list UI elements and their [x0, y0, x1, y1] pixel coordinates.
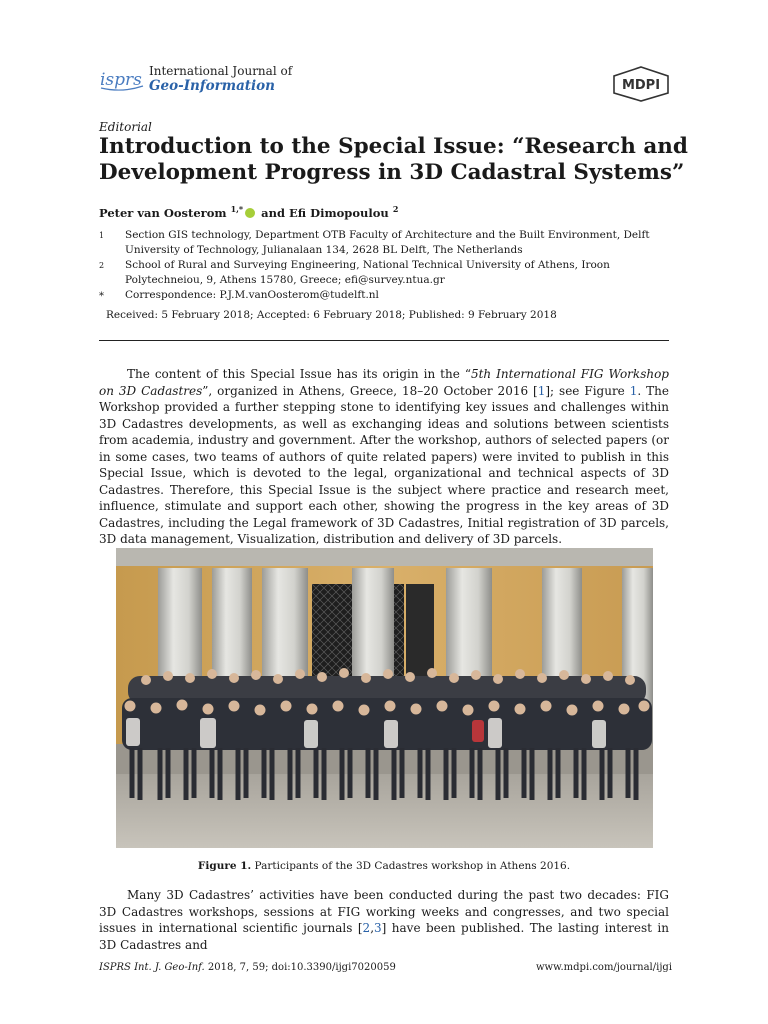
author-name[interactable]: Peter van Oosterom [99, 205, 227, 220]
text-run: Many 3D Cadastres’ activities have been conducted during the past two decades: FIG 3D Cadastres workshops, sessions at FIG working weeks and congresses, and two special issues in international scientific journals [ [99, 888, 669, 935]
mdpi-logo [612, 66, 670, 102]
figure-caption-text: Participants of the 3D Cadastres workshop in Athens 2016. [254, 860, 571, 872]
group-photo-figure [116, 548, 653, 848]
citation-details: 2018, 7, 59; doi:10.3390/ijgi7020059 [207, 962, 396, 973]
affiliation-mark: 2 [99, 261, 105, 270]
affiliation-text: Section GIS technology, Department OTB Faculty of Architecture and the Built Environment, Delft University of Technology, Julianalaan 134, 2628 BL Delft, The Netherlands [125, 229, 650, 256]
article-type: Editorial [99, 120, 152, 134]
correspondence-text: Correspondence: P.J.M.vanOosterom@tudelft.nl [125, 289, 379, 301]
affiliation [99, 228, 669, 258]
mdpi-logo-text: MDPI [621, 78, 661, 93]
journal-name-line2: Geo-Information [149, 78, 275, 94]
correspondence-mark: * [99, 291, 104, 302]
figure-link[interactable]: 1 [629, 383, 638, 398]
correspondence [99, 288, 669, 303]
workshop-name: 5th International FIG Workshop on 3D Cadastres [99, 367, 669, 398]
affiliation-text: School of Rural and Surveying Engineering, National Technical University of Athens, Iroon Polytechneiou, 9, Athens 15780, Greece; efi@survey.ntua.gr [125, 259, 610, 286]
journal-name-line1: International Journal of [149, 64, 293, 78]
author-affiliation-mark: 1,* [230, 204, 244, 214]
journal-url[interactable]: www.mdpi.com/journal/ijgi [536, 962, 673, 973]
body-paragraph [99, 887, 669, 953]
affiliation-mark: 1 [99, 231, 105, 240]
isprs-logo-text: isprs [100, 70, 142, 90]
affiliation [99, 258, 669, 288]
body-paragraph [99, 366, 669, 548]
citation-link[interactable]: 2 [362, 921, 371, 935]
journal-abbreviation: ISPRS Int. J. Geo-Inf. [99, 962, 205, 973]
text-run: The content of this Special Issue has its origin in the “ [127, 367, 471, 381]
orcid-icon[interactable] [245, 208, 255, 218]
header-divider [99, 340, 669, 341]
article-title: Introduction to the Special Issue: “Research and Development Progress in 3D Cadastral Systems” [99, 134, 688, 185]
publication-dates: Received: 5 February 2018; Accepted: 6 February 2018; Published: 9 February 2018 [106, 309, 557, 321]
text-run: ”, organized in Athens, Greece, 18–20 October 2016 [ [202, 383, 538, 398]
footer-citation [99, 962, 396, 973]
citation-link[interactable]: 3 [374, 921, 382, 935]
text-run: , [370, 921, 375, 935]
author-list [99, 204, 398, 220]
author-name[interactable]: Efi Dimopoulou [289, 205, 389, 220]
author-affiliation-mark: 2 [392, 204, 399, 214]
text-run: . The Workshop provided a further stepping stone to identifying key issues and challenges within 3D Cadastres developments, as well as exchanging ideas and solutions between scientists from academia, industry and government. After the workshop, authors of selected papers (or in some cases, two teams of authors of quite related papers) were invited to publish in this Special Issue, which is devoted to the legal, organizational and technical aspects of 3D Cadastres. Therefore, this Special Issue is the subject where practice and research meet, influence, stimulate and support each other, showing the progress in the key areas of 3D Cadastres, including the Legal framework of 3D Cadastres, Initial registration of 3D parcels, 3D data management, Visualization, distribution and delivery of 3D parcels. [99, 383, 669, 546]
text-run: ] have been published. The lasting interest in 3D Cadastres and [99, 921, 669, 952]
author-conjunction: and [261, 205, 285, 220]
figure-caption [99, 860, 669, 872]
isprs-logo [99, 66, 145, 94]
figure-caption-label: Figure 1. [197, 860, 252, 872]
citation-link[interactable]: 1 [537, 383, 546, 398]
text-run: ]; see Figure [545, 383, 630, 398]
